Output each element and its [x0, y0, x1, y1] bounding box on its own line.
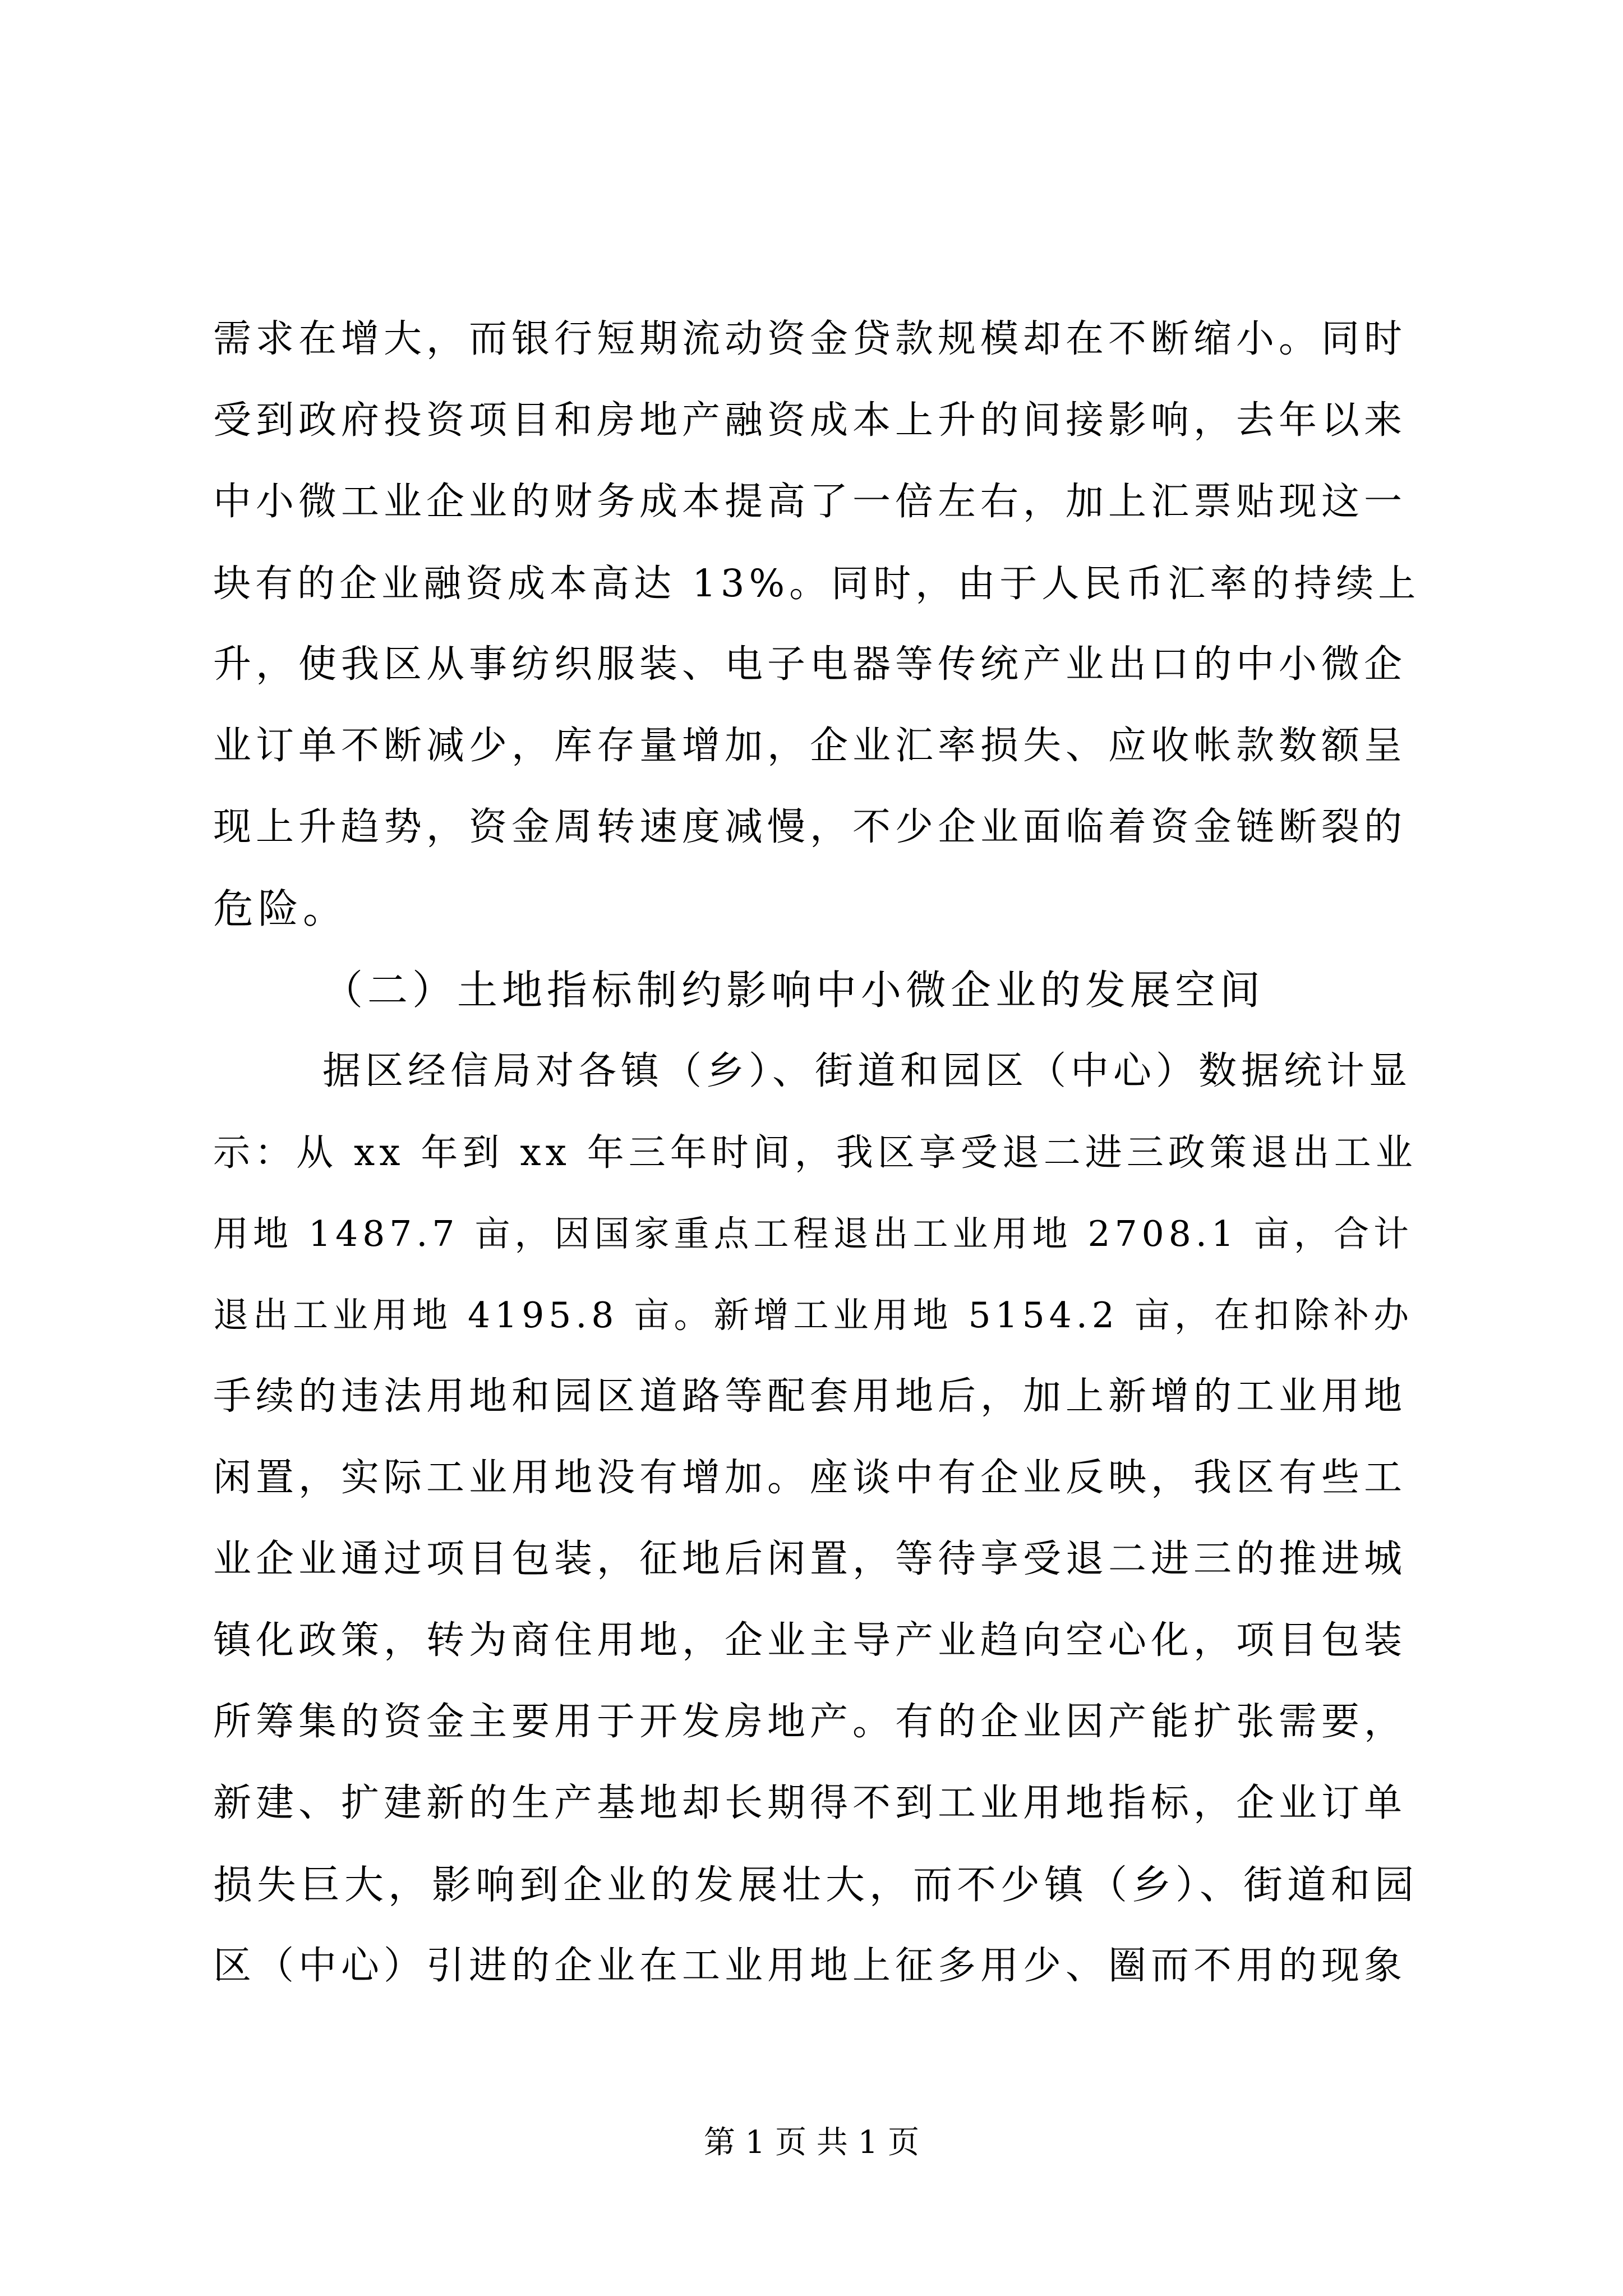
- text-line: 业企业通过项目包装，征地后闲置，等待享受退二进三的推进城: [213, 1537, 1407, 1581]
- text-line: 新建、扩建新的生产基地却长期得不到工业用地指标，企业订单: [213, 1781, 1407, 1825]
- page-footer: 第 1 页 共 1 页: [703, 2124, 920, 2161]
- text-line: 示：从 xx 年到 xx 年三年时间，我区享受退二进三政策退出工业: [213, 1131, 1417, 1174]
- text-line: 危险。: [213, 885, 348, 932]
- text-line: 块有的企业融资成本高达 13%。同时，由于人民币汇率的持续上: [213, 562, 1421, 605]
- text-line: 受到政府投资项目和房地产融资成本上升的间接影响，去年以来: [213, 398, 1407, 443]
- text-line: 升，使我区从事纺织服装、电子电器等传统产业出口的中小微企: [213, 642, 1407, 687]
- text-line: 手续的违法用地和园区道路等配套用地后，加上新增的工业用地: [213, 1374, 1407, 1419]
- text-line: 中小微工业企业的财务成本提高了一倍左右，加上汇票贴现这一: [213, 480, 1407, 524]
- section-heading: （二）土地指标制约影响中小微企业的发展空间: [322, 967, 1265, 1014]
- text-line: 业订单不断减少，库存量增加，企业汇率损失、应收帐款数额呈: [213, 724, 1407, 768]
- text-line: 所筹集的资金主要用于开发房地产。有的企业因产能扩张需要，: [213, 1700, 1407, 1744]
- text-line: 需求在增大，而银行短期流动资金贷款规模却在不断缩小。同时: [213, 317, 1407, 361]
- text-line: 区（中心）引进的企业在工业用地上征多用少、圈而不用的现象: [213, 1944, 1407, 1988]
- text-line: 闲置，实际工业用地没有增加。座谈中有企业反映，我区有些工: [213, 1456, 1407, 1500]
- text-line: 损失巨大，影响到企业的发展壮大，而不少镇（乡）、街道和园: [213, 1862, 1418, 1908]
- text-line: 用地 1487.7 亩，因国家重点工程退出工业用地 2708.1 亩，合计: [213, 1213, 1413, 1254]
- text-line: 镇化政策，转为商住用地，企业主导产业趋向空心化，项目包装: [213, 1618, 1407, 1663]
- paragraph-first-line: 据区经信局对各镇（乡）、街道和园区（中心）数据统计显: [322, 1049, 1412, 1093]
- text-line: 退出工业用地 4195.8 亩。新增工业用地 5154.2 亩，在扣除补办: [213, 1295, 1413, 1336]
- text-line: 现上升趋势，资金周转速度减慢，不少企业面临着资金链断裂的: [213, 805, 1407, 849]
